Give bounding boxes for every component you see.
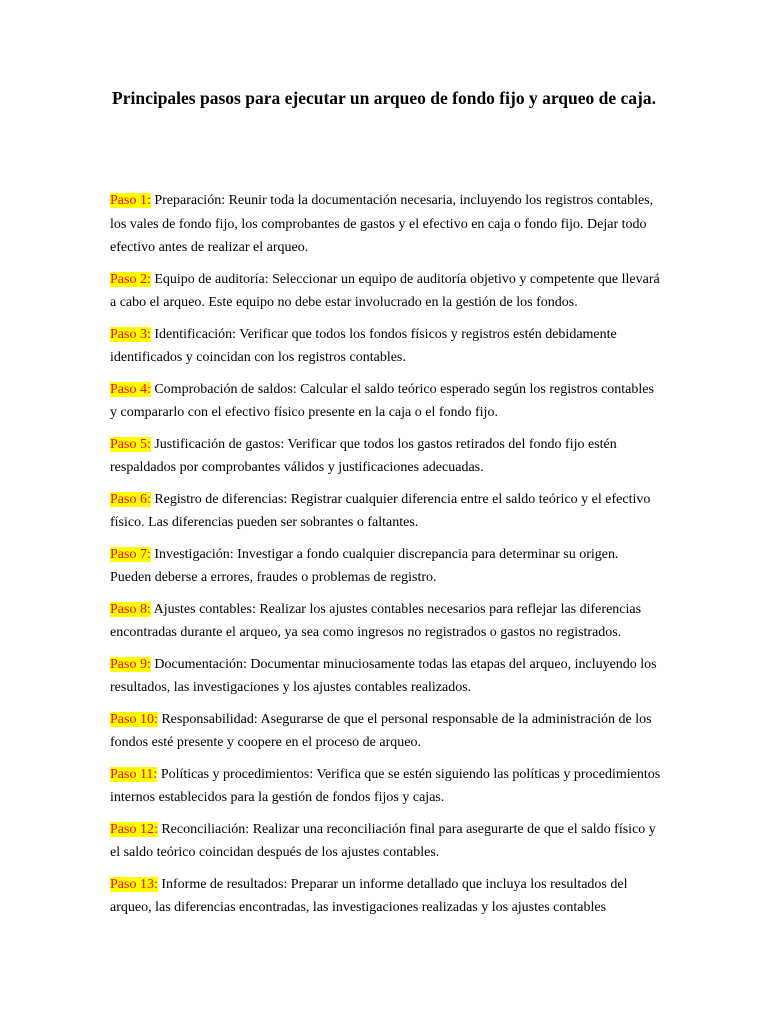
step-label: Paso 13: xyxy=(110,876,158,892)
step-paragraph xyxy=(110,543,662,590)
step-text: Ajustes contables: Realizar los ajustes contables necesarios para reflejar las diferencias encontradas durante el arqueo, ya sea como ingresos no registrados o gastos no registrados. xyxy=(110,601,642,640)
step-label: Paso 1: xyxy=(110,193,151,208)
step-label: Paso 3: xyxy=(110,326,151,342)
step-label: Paso 10: xyxy=(110,711,158,727)
step-text: Identificación: Verificar que todos los fondos físicos y registros estén debidamente identificados y coincidan con los registros contables. xyxy=(110,326,617,365)
step-label: Paso 6: xyxy=(110,491,151,507)
step-paragraph xyxy=(110,378,662,425)
step-paragraph xyxy=(110,189,662,260)
step-text: Documentación: Documentar minuciosamente todas las etapas del arqueo, incluyendo los resultados, las investigaciones y los ajustes contables realizados. xyxy=(110,656,657,695)
document-title: Principales pasos para ejecutar un arqueo de fondo fijo y arqueo de caja. xyxy=(112,88,656,108)
step-text: Registro de diferencias: Registrar cualquier diferencia entre el saldo teórico y el efectivo físico. Las diferencias pueden ser sobrantes o faltantes. xyxy=(110,491,651,530)
step-paragraph xyxy=(110,488,662,535)
step-text: Comprobación de saldos: Calcular el saldo teórico esperado según los registros contables y compararlo con el efectivo físico presente en la caja o el fondo fijo. xyxy=(110,381,654,420)
step-paragraph xyxy=(110,653,662,700)
step-label: Paso 7: xyxy=(110,546,151,562)
step-label: Paso 12: xyxy=(110,821,158,837)
step-text: Investigación: Investigar a fondo cualquier discrepancia para determinar su origen. Pueden deberse a errores, fraudes o problemas de registro. xyxy=(110,546,619,585)
step-label: Paso 8: xyxy=(110,601,151,617)
step-paragraph xyxy=(110,433,662,480)
step-paragraph xyxy=(110,763,662,810)
step-label: Paso 9: xyxy=(110,656,151,672)
step-paragraph xyxy=(110,873,662,920)
step-text: Responsabilidad: Asegurarse de que el personal responsable de la administración de los fondos esté presente y coopere en el proceso de arqueo. xyxy=(110,711,652,750)
step-label: Paso 11: xyxy=(110,766,158,782)
steps-list xyxy=(110,189,662,928)
step-paragraph xyxy=(110,268,662,315)
step-text: Reconciliación: Realizar una reconciliación final para asegurarte de que el saldo físico y el saldo teórico coincidan después de los ajustes contables. xyxy=(110,821,656,860)
step-label: Paso 4: xyxy=(110,381,151,397)
step-paragraph xyxy=(110,708,662,755)
step-text: Políticas y procedimientos: Verifica que se estén siguiendo las políticas y procedimientos internos establecidos para la gestión de fondos fijos y cajas. xyxy=(110,766,661,805)
step-paragraph xyxy=(110,818,662,865)
step-paragraph xyxy=(110,323,662,370)
step-text: Informe de resultados: Preparar un informe detallado que incluya los resultados del arqueo, las diferencias encontradas, las investigaciones realizadas y los ajustes contables xyxy=(110,876,628,915)
step-paragraph xyxy=(110,598,662,645)
step-text: Equipo de auditoría: Seleccionar un equipo de auditoría objetivo y competente que llevará a cabo el arqueo. Este equipo no debe estar involucrado en la gestión de los fondos. xyxy=(110,271,660,310)
step-text: Preparación: Reunir toda la documentación necesaria, incluyendo los registros contables, los vales de fondo fijo, los comprobantes de gastos y el efectivo en caja o fondo fijo. Dejar todo efectivo antes de realizar el arqueo. xyxy=(110,193,654,255)
step-label: Paso 2: xyxy=(110,271,151,287)
step-label: Paso 5: xyxy=(110,436,151,452)
step-text: Justificación de gastos: Verificar que todos los gastos retirados del fondo fijo estén respaldados por comprobantes válidos y justificaciones adecuadas. xyxy=(110,436,617,475)
